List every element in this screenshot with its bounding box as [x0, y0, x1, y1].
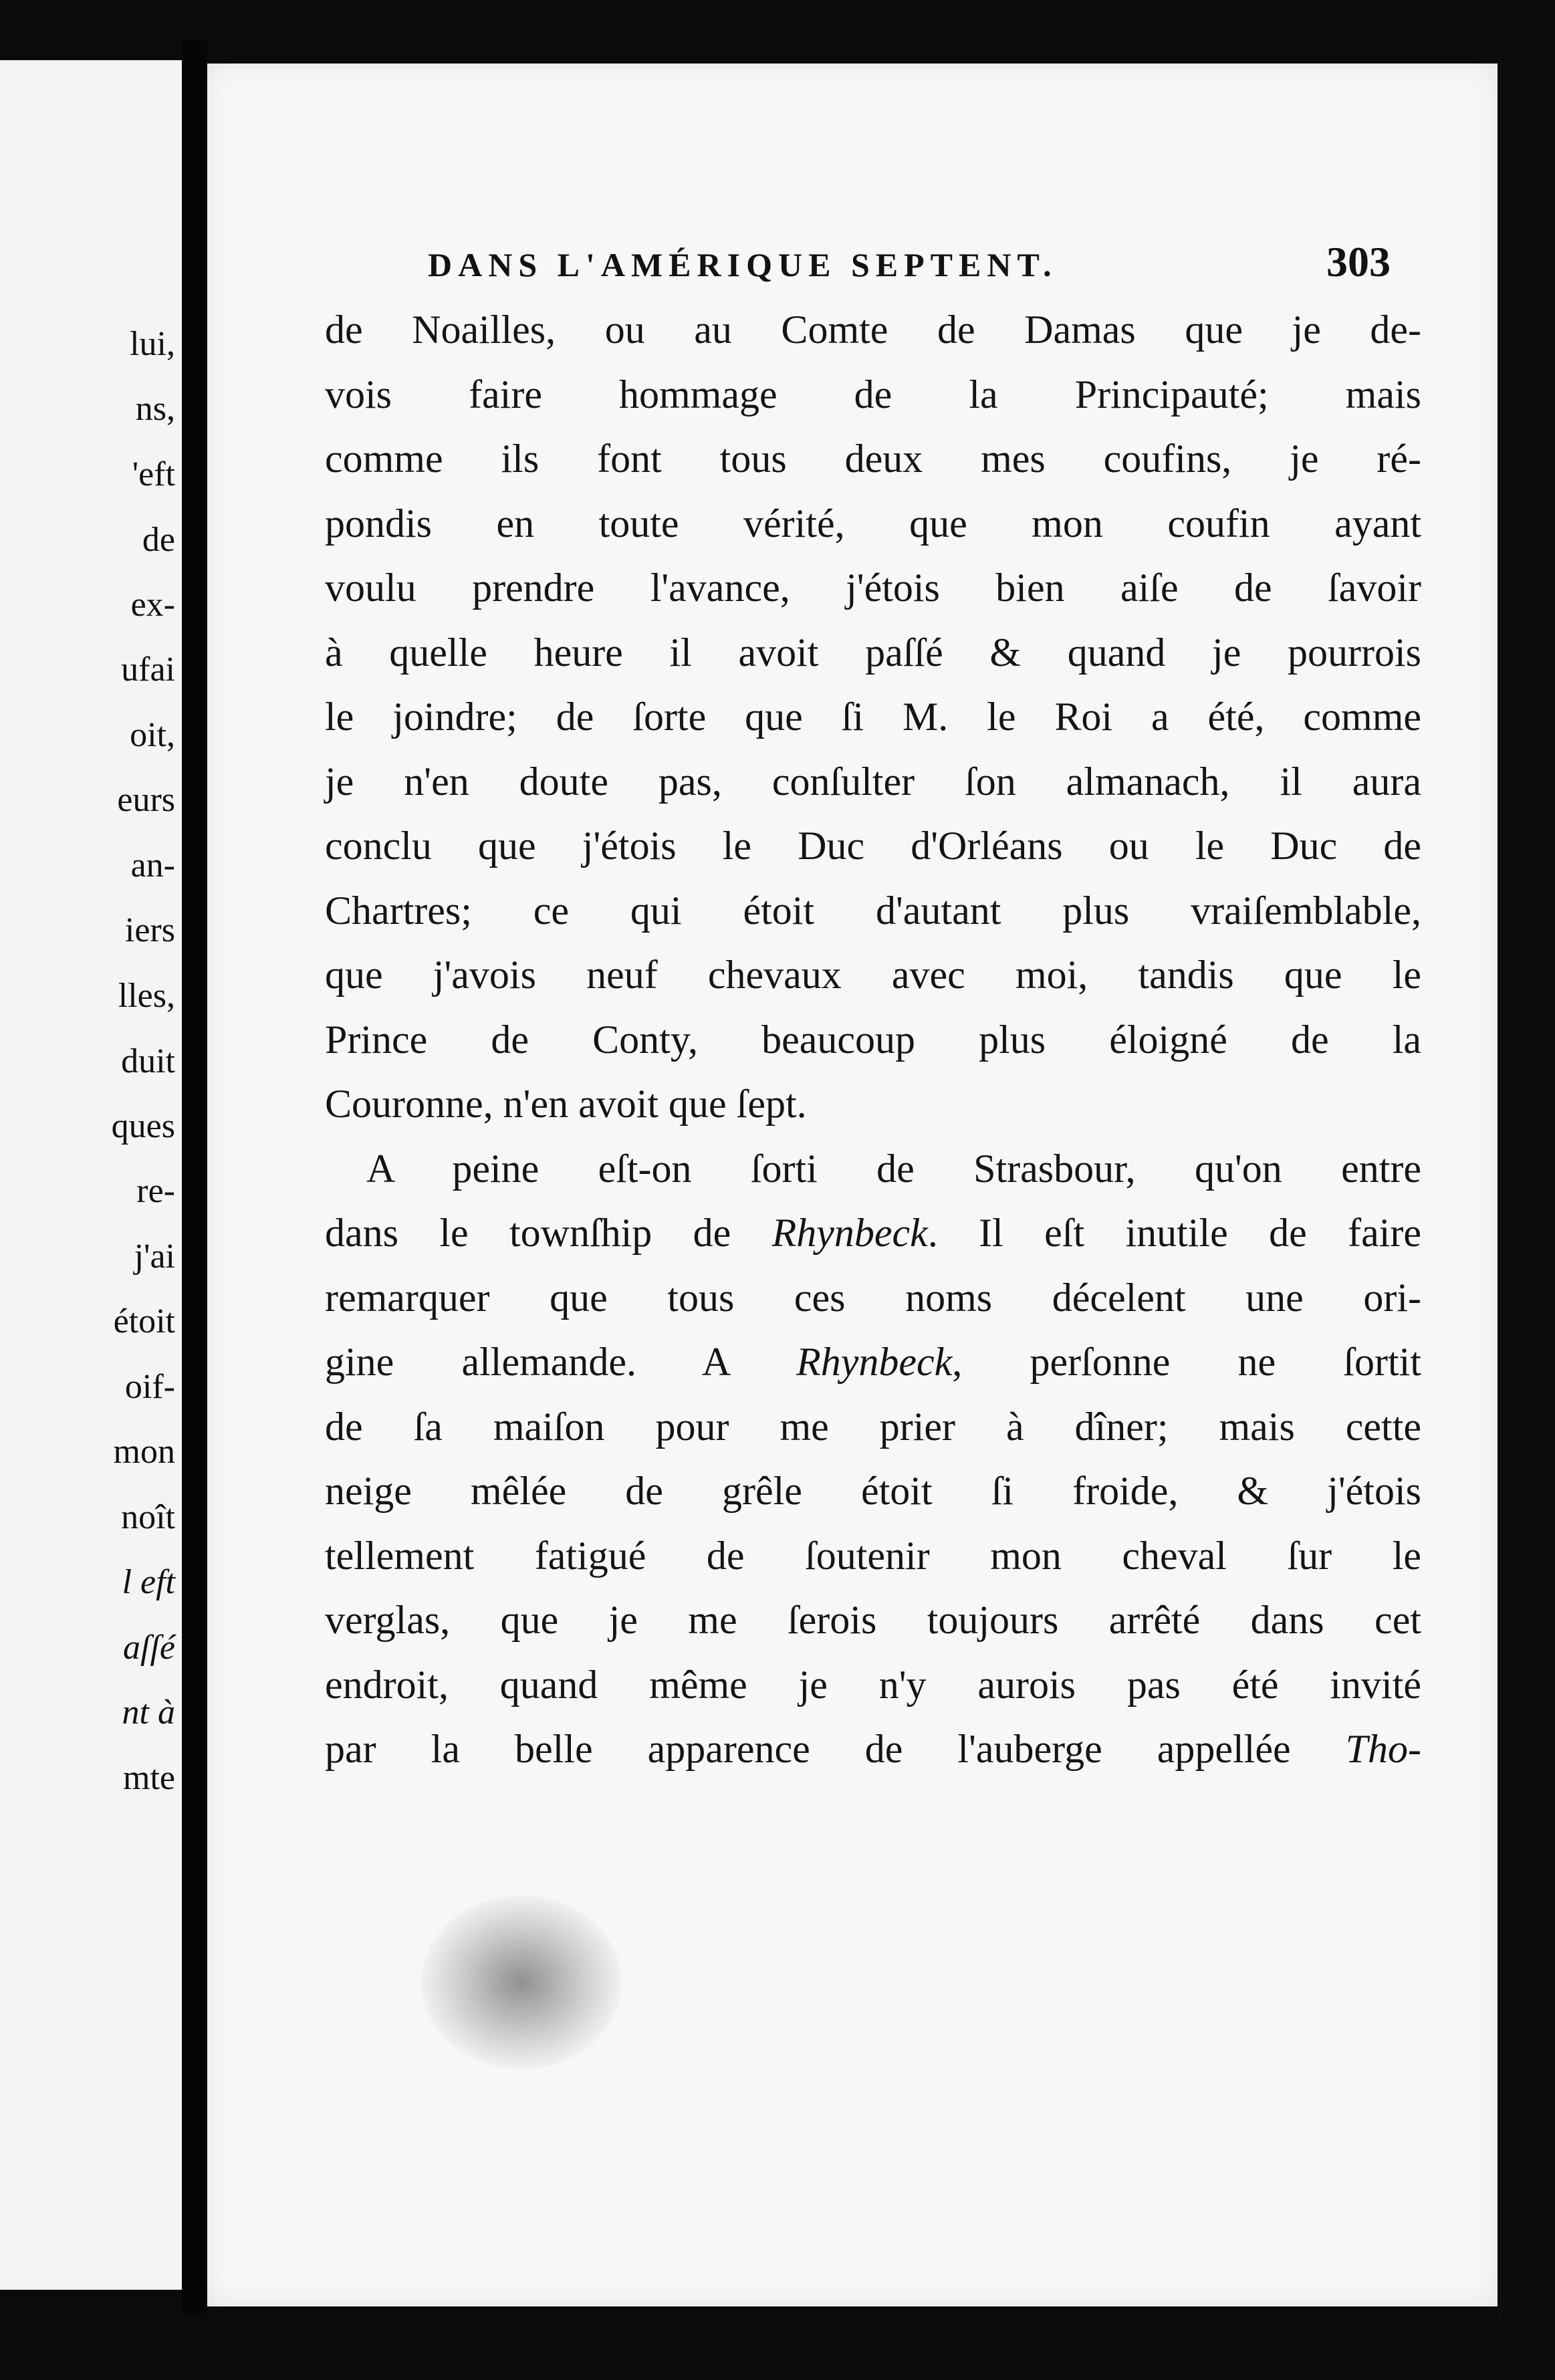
paragraph-first-line: A peine eſt-on ſorti de Strasbour, qu'on entre [366, 1146, 1421, 1191]
text-line: tellement fatigué de ſoutenir mon cheval ſur le [325, 1533, 1421, 1578]
running-head [428, 237, 1391, 287]
page-edge [1498, 53, 1555, 2327]
left-page-fragment: ns, [135, 390, 175, 428]
left-page-fragment: de [142, 521, 175, 559]
left-page-fragment: nt à [122, 1693, 175, 1732]
text-line: Prince de Conty, beaucoup plus éloigné de la [325, 1017, 1421, 1062]
left-page-fragment: 'eft [132, 455, 175, 493]
running-head-title: DANS L'AMÉRIQUE SEPTENT. [428, 246, 1058, 283]
left-page-fragment: mte [123, 1759, 175, 1797]
left-page-fragment: lles, [118, 977, 175, 1015]
text-line [325, 1201, 1421, 1266]
text-line: que j'avois neuf chevaux avec moi, tandis que le [325, 953, 1421, 997]
text-run: . Il eſt inutile de faire [927, 1211, 1421, 1255]
text-line: à quelle heure il avoit paſſé & quand je pourrois [325, 630, 1421, 675]
left-page-fragment: an- [130, 846, 175, 884]
left-facing-page [0, 60, 182, 2290]
place-name: Rhynbeck [771, 1211, 928, 1255]
left-page-fragment: ques [111, 1107, 175, 1145]
left-page-fragment: duit [121, 1042, 175, 1080]
left-page-fragment: mon [113, 1433, 175, 1471]
text-line: Chartres; ce qui étoit d'autant plus vraiſemblable, [325, 888, 1421, 933]
text-run: gine allemande. A [325, 1340, 797, 1384]
text-line: remarquer que tous ces noms décelent une ori- [325, 1275, 1421, 1320]
text-line: de Noailles, ou au Comte de Damas que je de- [325, 308, 1421, 352]
left-page-fragment: ex- [130, 586, 175, 624]
text-line: le joindre; de ſorte que ſi M. le Roi a été, comme [325, 695, 1421, 739]
text-run: , perſonne ne ſortit [952, 1340, 1421, 1384]
inn-name: Tho- [1345, 1727, 1421, 1771]
left-page-fragment: re- [136, 1172, 175, 1210]
place-name: Rhynbeck [796, 1340, 953, 1384]
left-page-fragment: oit, [130, 716, 175, 754]
scan-smudge [421, 1895, 622, 2069]
left-page-fragment: j'ai [134, 1237, 175, 1276]
text-line [325, 1717, 1421, 1782]
text-line: pondis en toute vérité, que mon coufin ayant [325, 501, 1421, 546]
text-run: par la belle apparence de l'auberge appellée [325, 1727, 1346, 1771]
text-line: endroit, quand même je n'y aurois pas été invité [325, 1662, 1421, 1707]
text-line: Couronne, n'en avoit que ſept. [325, 1082, 807, 1126]
page-number: 303 [1326, 238, 1391, 285]
body-text [325, 298, 1421, 1782]
left-page-fragment: étoit [113, 1302, 175, 1340]
left-page-fragment: lui, [130, 325, 175, 363]
text-line: je n'en doute pas, conſulter ſon almanach, il aura [325, 759, 1421, 804]
left-page-fragment: aſſé [123, 1629, 175, 1667]
left-page-fragment: l eft [122, 1563, 175, 1601]
text-line [325, 1330, 1421, 1395]
left-page-fragment: noît [121, 1498, 175, 1536]
book-gutter [182, 40, 207, 2313]
left-page-fragment: oif- [124, 1368, 175, 1406]
text-line: voulu prendre l'avance, j'étois bien aiſe de ſavoir [325, 566, 1421, 610]
left-page-fragment: eurs [117, 781, 175, 819]
left-page-fragment: iers [124, 911, 175, 949]
text-line: neige mêlée de grêle étoit ſi froide, & j'étois [325, 1469, 1421, 1513]
text-line: verglas, que je me ſerois toujours arrêté dans cet [325, 1598, 1421, 1642]
text-run: dans le townſhip de [325, 1211, 772, 1255]
text-line: vois faire hommage de la Principauté; mais [325, 372, 1421, 416]
text-line: conclu que j'étois le Duc d'Orléans ou le Duc de [325, 824, 1421, 868]
left-page-fragment: ufai [121, 650, 175, 689]
main-page [207, 64, 1498, 2306]
text-line: comme ils font tous deux mes coufins, je ré- [325, 437, 1421, 481]
text-line: de ſa maiſon pour me prier à dîner; mais cette [325, 1404, 1421, 1449]
